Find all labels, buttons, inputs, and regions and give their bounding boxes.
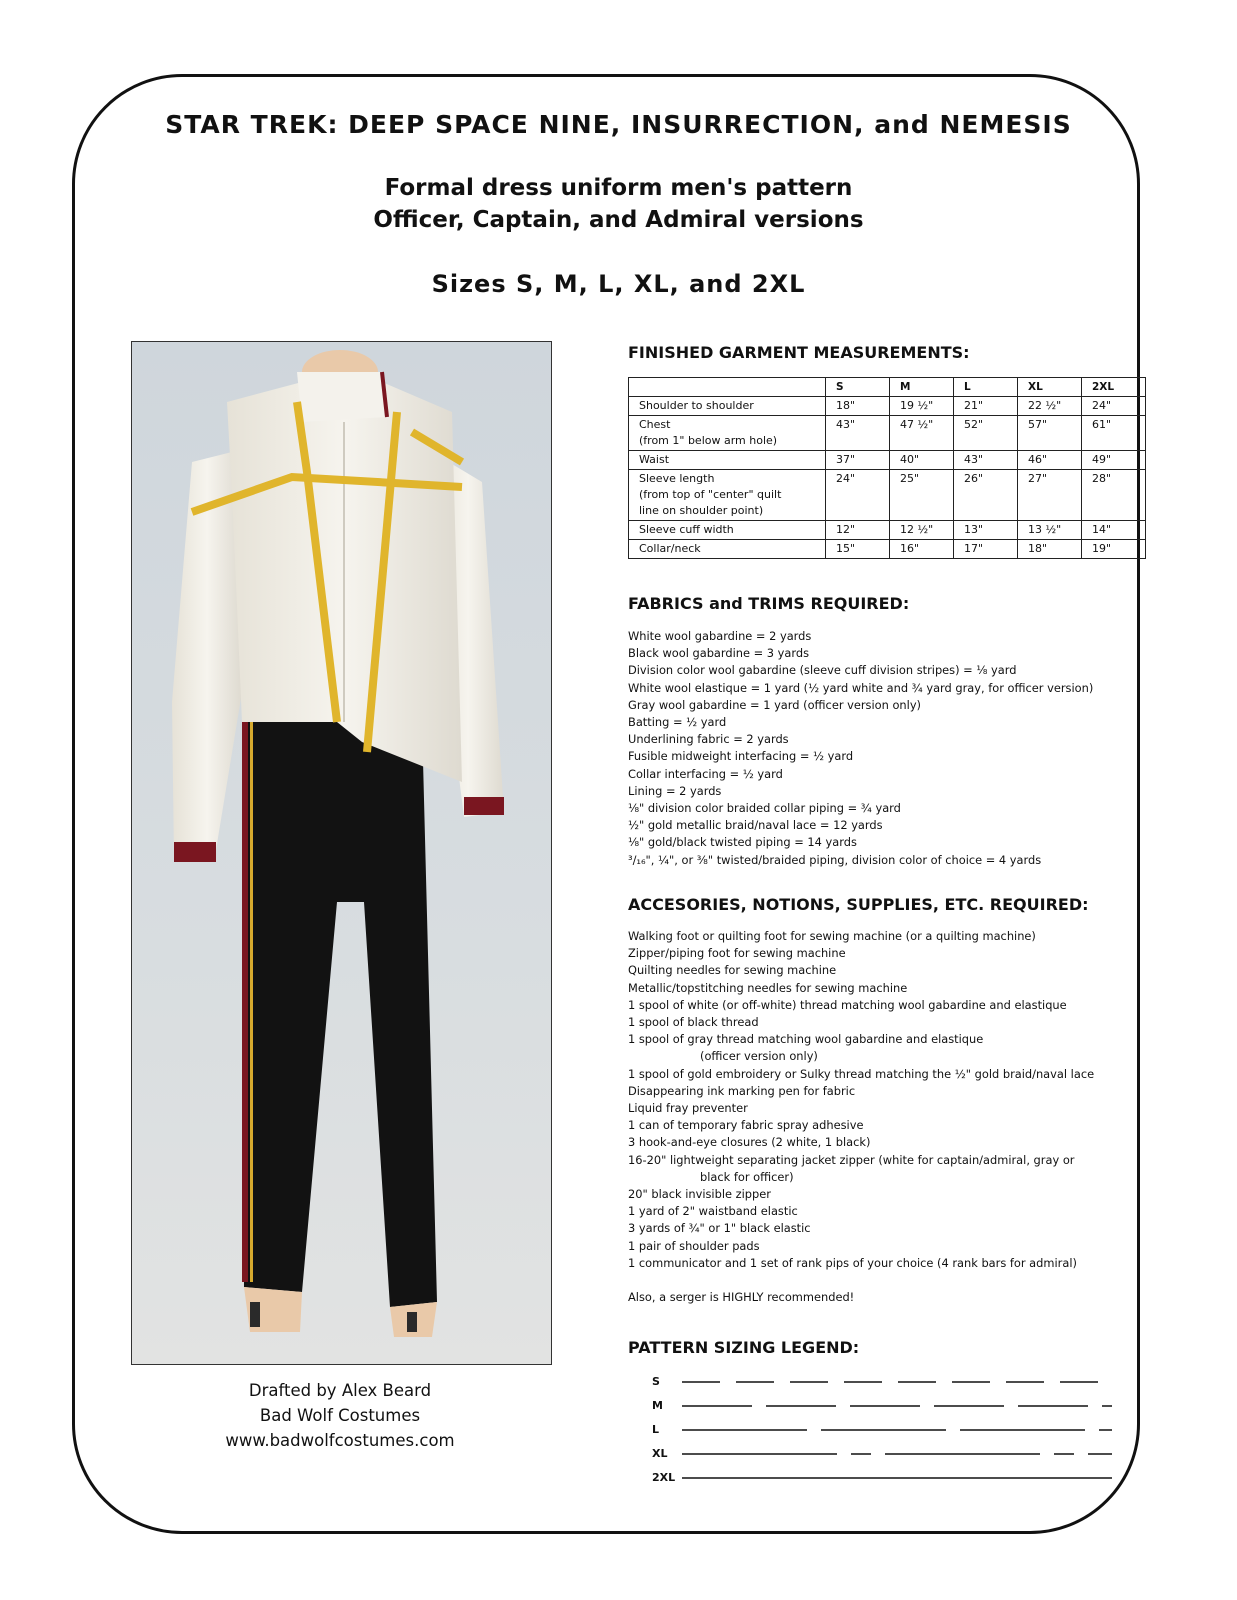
list-item: 1 communicator and 1 set of rank pips of your choice (4 rank bars for admiral) — [628, 1255, 1077, 1270]
table-cell: 14" — [1082, 521, 1146, 540]
page-subtitle-line1: Formal dress uniform men's pattern — [384, 175, 853, 201]
page-subtitle-line2: Officer, Captain, and Admiral versions — [373, 207, 864, 233]
list-item: White wool elastique = 1 yard (½ yard white and ¾ yard gray, for officer version) — [628, 680, 1094, 695]
table-header-cell: XL — [1018, 378, 1082, 397]
table-cell: 15" — [826, 540, 890, 559]
table-cell: 12 ½" — [890, 521, 954, 540]
legend-label-xl: XL — [652, 1447, 668, 1460]
list-item: ⅛" gold/black twisted piping = 14 yards — [628, 835, 857, 850]
table-row — [629, 451, 1146, 470]
legend-lines — [652, 1375, 1112, 1485]
list-item: 1 yard of 2" waistband elastic — [628, 1204, 798, 1219]
table-cell: 52" — [954, 416, 1018, 451]
table-row — [629, 416, 1146, 451]
list-item: 1 spool of gold embroidery or Sulky thread matching the ½" gold braid/naval lace — [628, 1066, 1095, 1081]
accessories-heading: ACCESORIES, NOTIONS, SUPPLIES, ETC. REQUIRED: — [628, 895, 1089, 914]
table-cell: 13 ½" — [1018, 521, 1082, 540]
list-item: Division color wool gabardine (sleeve cuff division stripes) = ⅛ yard — [628, 663, 1017, 678]
sizes-heading: Sizes S, M, L, XL, and 2XL — [431, 270, 806, 298]
table-cell: 18" — [826, 397, 890, 416]
list-item: 1 spool of gray thread matching wool gabardine and elastique — [628, 1032, 984, 1047]
list-item: 1 can of temporary fabric spray adhesive — [628, 1118, 864, 1133]
table-row — [629, 521, 1146, 540]
sizing-legend — [652, 1375, 1112, 1485]
list-item: 1 spool of white (or off-white) thread matching wool gabardine and elastique — [628, 997, 1067, 1012]
table-cell: 25" — [890, 470, 954, 521]
credits-author: Drafted by Alex Beard — [248, 1381, 432, 1400]
row-label: Shoulder to shoulder — [629, 397, 826, 416]
list-item: Disappearing ink marking pen for fabric — [628, 1083, 856, 1098]
list-item: black for officer) — [700, 1169, 794, 1184]
accessories-list — [628, 928, 1094, 1272]
table-cell: 24" — [1082, 397, 1146, 416]
fabrics-list — [628, 628, 1093, 869]
table-cell: 43" — [826, 416, 890, 451]
list-item: Quilting needles for sewing machine — [628, 963, 837, 978]
row-label: Collar/neck — [629, 540, 826, 559]
credits — [205, 1378, 475, 1453]
legend-label-2xl: 2XL — [652, 1471, 676, 1484]
list-item: Underlining fabric = 2 yards — [628, 732, 789, 747]
table-cell: 19 ½" — [890, 397, 954, 416]
table-cell: 61" — [1082, 416, 1146, 451]
table-cell: 57" — [1018, 416, 1082, 451]
table-header-cell — [629, 378, 826, 397]
list-item: 3 yards of ¾" or 1" black elastic — [628, 1221, 811, 1236]
list-item: Zipper/piping foot for sewing machine — [628, 946, 846, 961]
list-item: White wool gabardine = 2 yards — [628, 629, 812, 643]
credits-website: www.badwolfcostumes.com — [225, 1431, 455, 1450]
row-label: Waist — [629, 451, 826, 470]
list-item: Black wool gabardine = 3 yards — [628, 646, 810, 661]
table-header-cell: S — [826, 378, 890, 397]
table-row — [629, 397, 1146, 416]
row-label: Sleeve cuff width — [629, 521, 826, 540]
table-cell: 49" — [1082, 451, 1146, 470]
row-label: Chest (from 1" below arm hole) — [629, 416, 826, 451]
measurements-heading: FINISHED GARMENT MEASUREMENTS: — [628, 343, 970, 362]
measurements-table — [628, 377, 1146, 559]
table-header-cell: L — [954, 378, 1018, 397]
table-cell: 12" — [826, 521, 890, 540]
table-header-cell: 2XL — [1082, 378, 1146, 397]
list-item: ½" gold metallic braid/naval lace = 12 yards — [628, 818, 883, 833]
list-item: (officer version only) — [700, 1049, 818, 1064]
serger-note: Also, a serger is HIGHLY recommended! — [628, 1290, 855, 1304]
table-cell: 43" — [954, 451, 1018, 470]
table-cell: 28" — [1082, 470, 1146, 521]
list-item: Walking foot or quilting foot for sewing machine (or a quilting machine) — [628, 929, 1036, 943]
table-row — [629, 540, 1146, 559]
credits-company: Bad Wolf Costumes — [259, 1406, 421, 1425]
list-item: 1 pair of shoulder pads — [628, 1238, 760, 1253]
list-item: Fusible midweight interfacing = ½ yard — [628, 749, 854, 764]
table-cell: 13" — [954, 521, 1018, 540]
list-item: Gray wool gabardine = 1 yard (officer version only) — [628, 697, 922, 712]
list-item: 1 spool of black thread — [628, 1015, 759, 1030]
table-cell: 24" — [826, 470, 890, 521]
table-cell: 19" — [1082, 540, 1146, 559]
list-item: 3 hook-and-eye closures (2 white, 1 black) — [628, 1135, 871, 1150]
table-cell: 26" — [954, 470, 1018, 521]
table-cell: 46" — [1018, 451, 1082, 470]
table-cell: 27" — [1018, 470, 1082, 521]
page-title: STAR TREK: DEEP SPACE NINE, INSURRECTION, and NEMESIS — [165, 110, 1072, 139]
table-cell: 37" — [826, 451, 890, 470]
table-cell: 22 ½" — [1018, 397, 1082, 416]
list-item: Batting = ½ yard — [628, 715, 727, 730]
table-cell: 16" — [890, 540, 954, 559]
list-item: ⅛" division color braided collar piping = ¾ yard — [628, 801, 901, 816]
table-cell: 47 ½" — [890, 416, 954, 451]
legend-label-l: L — [652, 1423, 660, 1436]
table-cell: 40" — [890, 451, 954, 470]
legend-label-s: S — [652, 1375, 660, 1388]
list-item: ³/₁₆", ¼", or ⅜" twisted/braided piping, division color of choice = 4 yards — [628, 852, 1042, 867]
list-item: 20" black invisible zipper — [628, 1187, 771, 1202]
legend-label-m: M — [652, 1399, 663, 1412]
list-item: 16-20" lightweight separating jacket zipper (white for captain/admiral, gray or — [628, 1152, 1075, 1167]
table-cell: 21" — [954, 397, 1018, 416]
table-header-cell: M — [890, 378, 954, 397]
table-header-row — [629, 378, 1146, 397]
list-item: Lining = 2 yards — [628, 783, 722, 798]
legend-heading: PATTERN SIZING LEGEND: — [628, 1338, 860, 1357]
table-row — [629, 470, 1146, 521]
list-item: Collar interfacing = ½ yard — [628, 766, 783, 781]
fabrics-heading: FABRICS and TRIMS REQUIRED: — [628, 594, 910, 613]
list-item: Liquid fray preventer — [628, 1101, 748, 1116]
uniform-photo — [131, 341, 552, 1365]
row-label: Sleeve length (from top of "center" quilt line on shoulder point) — [629, 470, 826, 521]
table-cell: 18" — [1018, 540, 1082, 559]
table-cell: 17" — [954, 540, 1018, 559]
list-item: Metallic/topstitching needles for sewing machine — [628, 980, 908, 995]
